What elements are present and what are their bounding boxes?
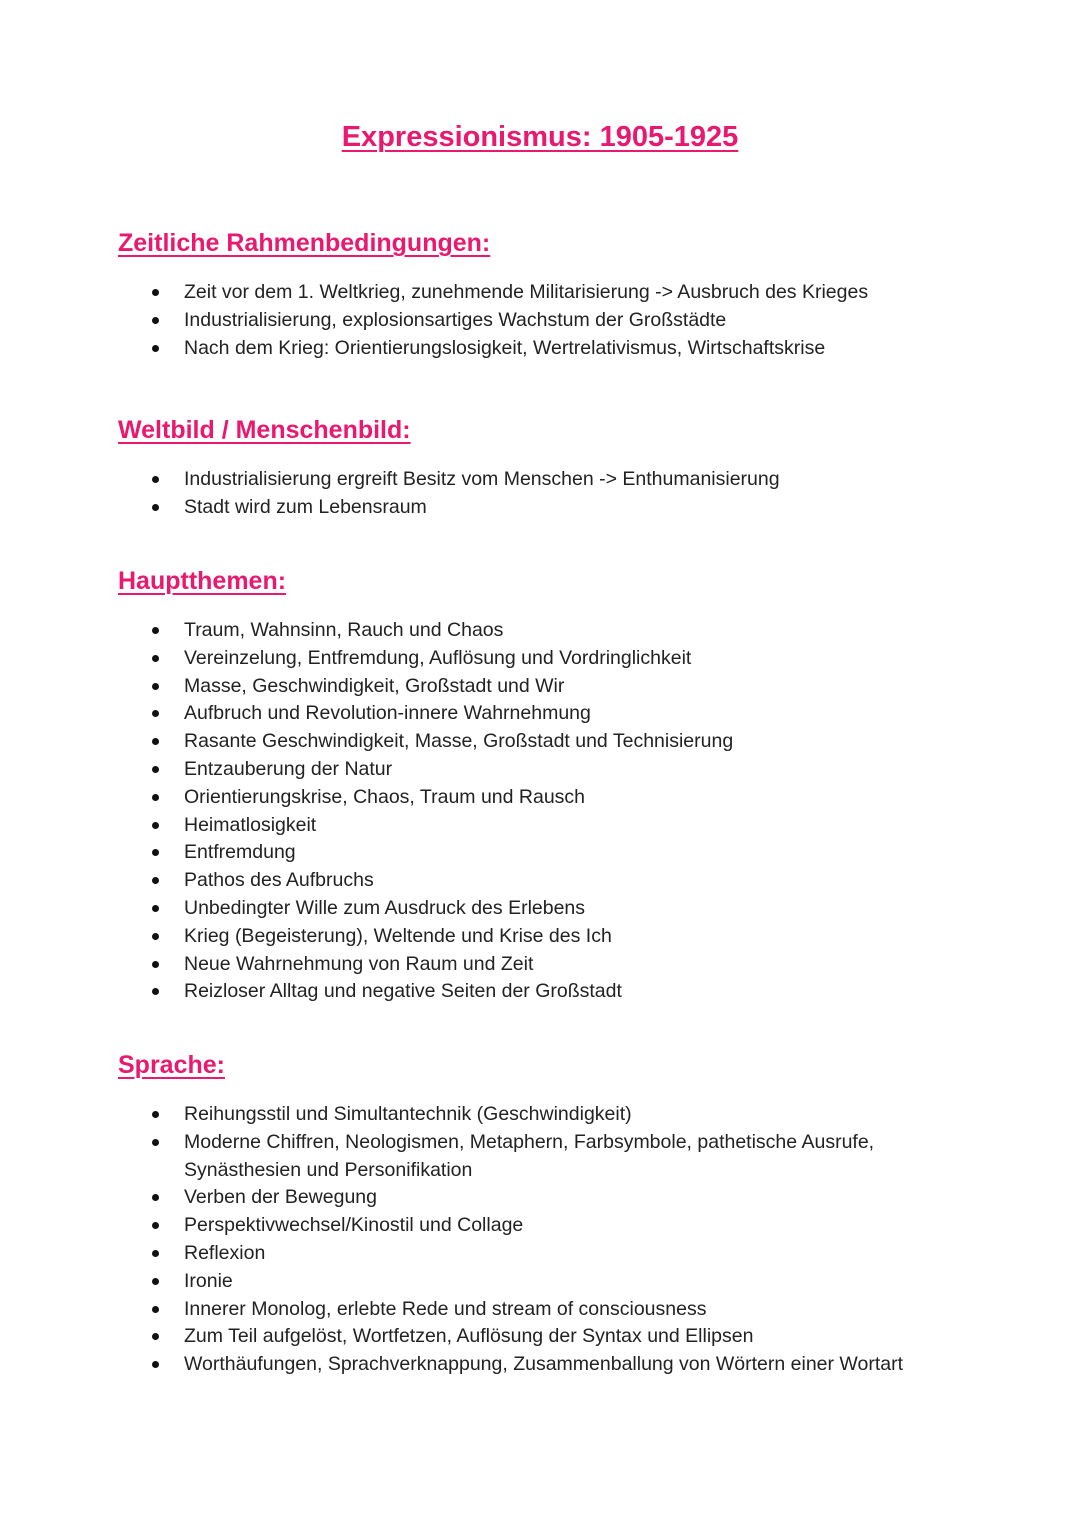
list-item-text: Entzauberung der Natur — [184, 757, 393, 780]
list-item — [0, 617, 1080, 645]
bullet-icon — [152, 1306, 159, 1313]
list-item-text: Moderne Chiffren, Neologismen, Metaphern, Farbsymbole, pathetische Ausrufe, Synästhesien und Personifikation — [184, 1130, 875, 1181]
section-heading-sprache: Sprache: — [118, 1051, 225, 1079]
bullet-icon — [152, 738, 159, 745]
list-item-text: Pathos des Aufbruchs — [184, 869, 374, 892]
list-item — [0, 1268, 1080, 1296]
list-item — [0, 1323, 1080, 1351]
bullet-icon — [152, 504, 159, 511]
list-item-text: Innerer Monolog, erlebte Rede und stream of consciousness — [184, 1297, 707, 1320]
bullet-icon — [152, 1111, 159, 1118]
list-item — [0, 700, 1080, 728]
list-item-text: Aufbruch und Revolution-innere Wahrnehmung — [184, 702, 591, 725]
bullet-icon — [152, 1361, 159, 1368]
list-item-text: Stadt wird zum Lebensraum — [184, 495, 427, 518]
bullet-icon — [152, 1250, 159, 1257]
list-item — [0, 812, 1080, 840]
list-item — [0, 728, 1080, 756]
list-item — [0, 978, 1080, 1006]
list-item — [0, 307, 1080, 335]
list-item-text: Ironie — [184, 1269, 233, 1292]
list-item — [0, 673, 1080, 701]
list-item — [0, 1351, 1080, 1379]
bullet-icon — [152, 822, 159, 829]
list-item-text: Nach dem Krieg: Orientierungslosigkeit, Wertrelativismus, Wirtschaftskrise — [184, 336, 826, 359]
bullet-icon — [152, 655, 159, 662]
bullet-icon — [152, 794, 159, 801]
list-item-text: Industrialisierung ergreift Besitz vom Menschen -> Enthumanisierung — [184, 468, 780, 490]
bullet-icon — [152, 317, 159, 324]
list-item — [0, 279, 1080, 307]
list-item — [0, 494, 1080, 522]
bullet-icon — [152, 683, 159, 690]
bullet-icon — [152, 345, 159, 352]
bullet-icon — [152, 849, 159, 856]
list-item — [0, 1296, 1080, 1324]
list-item-text: Verben der Bewegung — [184, 1186, 377, 1209]
list-item-text: Worthäufungen, Sprachverknappung, Zusammenballung von Wörtern einer Wortart — [184, 1353, 903, 1376]
bullet-icon — [152, 877, 159, 884]
bullet-list-weltbild-menschenbild — [0, 466, 1080, 522]
list-item-text: Vereinzelung, Entfremdung, Auflösung und Vordringlichkeit — [184, 646, 692, 669]
list-item — [0, 1129, 1080, 1185]
list-item-text: Entfremdung — [184, 841, 296, 864]
bullet-icon — [152, 476, 159, 483]
section-heading-zeitliche-rahmenbedingungen: Zeitliche Rahmenbedingungen: — [118, 229, 491, 257]
list-item-text: Industrialisierung, explosionsartiges Wachstum der Großstädte — [184, 308, 727, 331]
list-item — [0, 466, 1080, 494]
list-item — [0, 1184, 1080, 1212]
bullet-icon — [152, 627, 159, 634]
section-heading-hauptthemen: Hauptthemen: — [118, 567, 287, 595]
list-item-text: Reihungsstil und Simultantechnik (Geschwindigkeit) — [184, 1103, 632, 1125]
list-item-text: Zeit vor dem 1. Weltkrieg, zunehmende Militarisierung -> Ausbruch des Krieges — [184, 281, 869, 303]
bullet-list-sprache — [0, 1101, 1080, 1379]
list-item-text: Rasante Geschwindigkeit, Masse, Großstadt und Technisierung — [184, 730, 734, 753]
bullet-icon — [152, 710, 159, 717]
list-item — [0, 839, 1080, 867]
bullet-icon — [152, 1333, 159, 1340]
bullet-icon — [152, 1194, 159, 1201]
list-item — [0, 1212, 1080, 1240]
list-item-text: Perspektivwechsel/Kinostil und Collage — [184, 1214, 524, 1237]
bullet-list-zeitliche-rahmenbedingungen — [0, 279, 1080, 362]
list-item — [0, 1101, 1080, 1129]
list-item-text: Orientierungskrise, Chaos, Traum und Rausch — [184, 785, 586, 808]
bullet-icon — [152, 766, 159, 773]
bullet-icon — [152, 961, 159, 968]
list-item-text: Reizloser Alltag und negative Seiten der Großstadt — [184, 980, 622, 1003]
list-item — [0, 756, 1080, 784]
page-title: Expressionismus: 1905-1925 — [341, 121, 739, 153]
bullet-list-hauptthemen — [0, 617, 1080, 1006]
list-item — [0, 784, 1080, 812]
list-item-text: Unbedingter Wille zum Ausdruck des Erlebens — [184, 896, 586, 919]
list-item — [0, 923, 1080, 951]
list-item-text: Krieg (Begeisterung), Weltende und Krise des Ich — [184, 924, 612, 947]
list-item — [0, 1240, 1080, 1268]
bullet-icon — [152, 1139, 159, 1146]
bullet-icon — [152, 1278, 159, 1285]
bullet-icon — [152, 289, 159, 296]
bullet-icon — [152, 933, 159, 940]
bullet-icon — [152, 905, 159, 912]
list-item — [0, 895, 1080, 923]
list-item-text: Reflexion — [184, 1241, 266, 1264]
bullet-icon — [152, 1222, 159, 1229]
list-item-text: Traum, Wahnsinn, Rauch und Chaos — [184, 619, 504, 641]
list-item — [0, 867, 1080, 895]
list-item-text: Masse, Geschwindigkeit, Großstadt und Wir — [184, 674, 565, 697]
list-item-text: Neue Wahrnehmung von Raum und Zeit — [184, 952, 534, 975]
section-heading-weltbild-menschenbild: Weltbild / Menschenbild: — [118, 416, 411, 444]
list-item — [0, 645, 1080, 673]
list-item-text: Heimatlosigkeit — [184, 813, 317, 836]
list-item — [0, 335, 1080, 363]
list-item — [0, 951, 1080, 979]
bullet-icon — [152, 988, 159, 995]
list-item-text: Zum Teil aufgelöst, Wortfetzen, Auflösung der Syntax und Ellipsen — [184, 1325, 754, 1348]
